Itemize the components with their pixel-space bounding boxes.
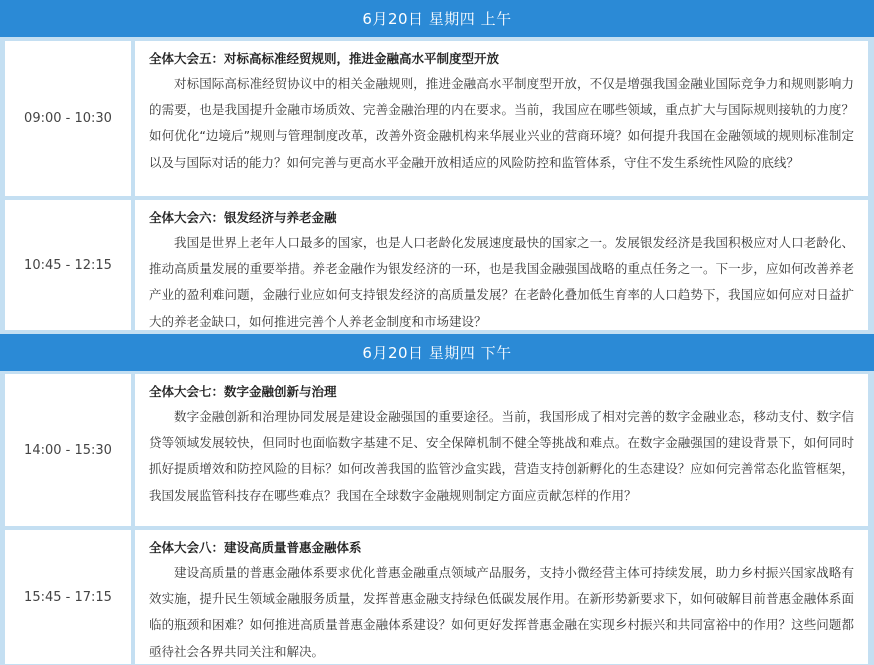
- session-description: 我国是世界上老年人口最多的国家，也是人口老龄化发展速度最快的国家之一。发展银发经济是我国积极应对人口老龄化、推动高质量发展的重要举措。养老金融作为银发经济的一环，也是我国金融强国战略的重点任务之一。下一步，应如何改善养老产业的盈利难问题，金融行业应如何支持银发经济的高质量发展？在老龄化叠加低生育率的人口趋势下，我国应如何应对日益扩大的养老金缺口，如何推进完善个人养老金制度和市场建设？: [149, 235, 854, 329]
- morning-header: [0, 0, 874, 37]
- session-time: [5, 374, 131, 526]
- session-title: 全体大会五：对标高标准经贸规则，推进金融高水平制度型开放: [149, 51, 500, 66]
- session-content: [135, 41, 868, 196]
- session-description: 建设高质量的普惠金融体系要求优化普惠金融重点领域产品服务，支持小微经营主体可持续发展，助力乡村振兴国家战略有效实施，提升民生领域金融服务质量，发挥普惠金融支持绿色低碳发展作用。在新形势新要求下，如何破解目前普惠金融体系面临的瓶颈和困难？如何推进高质量普惠金融体系建设？如何更好发挥普惠金融在实现乡村振兴和共同富裕中的作用？这些问题都亟待社会各界共同关注和解决。: [149, 565, 854, 659]
- session-time-label: 14:00 - 15:30: [24, 442, 112, 458]
- session-content: [135, 200, 868, 330]
- session-title: 全体大会七：数字金融创新与治理: [149, 384, 337, 399]
- session-time-label: 10:45 - 12:15: [24, 257, 112, 273]
- afternoon-header: [0, 334, 874, 371]
- afternoon-header-label: 6月20日 星期四 下午: [362, 344, 512, 362]
- morning-header-label: 6月20日 星期四 上午: [362, 10, 512, 28]
- session-time-label: 15:45 - 17:15: [24, 589, 112, 605]
- session-content: [135, 530, 868, 664]
- session-time: [5, 41, 131, 196]
- session-time: [5, 530, 131, 664]
- session-title: 全体大会八：建设高质量普惠金融体系: [149, 540, 362, 555]
- session-description: 数字金融创新和治理协同发展是建设金融强国的重要途径。当前，我国形成了相对完善的数字金融业态，移动支付、数字信贷等领域发展较快，但同时也面临数字基建不足、安全保障机制不健全等挑战和难点。在数字金融强国的建设背景下，如何同时抓好提质增效和防控风险的目标？如何改善我国的监管沙盒实践，营造支持创新孵化的生态建设？应如何完善常态化监管框架，我国发展监管科技存在哪些难点？我国在全球数字金融规则制定方面应贡献怎样的作用？: [149, 409, 854, 503]
- session-description: 对标国际高标准经贸协议中的相关金融规则，推进金融高水平制度型开放，不仅是增强我国金融业国际竞争力和规则影响力的需要，也是我国提升金融市场质效、完善金融治理的内在要求。当前，我国应在哪些领域，重点扩大与国际规则接轨的力度？如何优化“边境后”规则与管理制度改革，改善外资金融机构来华展业兴业的营商环境？如何提升我国在金融领域的规则标准制定以及与国际对话的能力？如何完善与更高水平金融开放相适应的风险防控和监管体系，守住不发生系统性风险的底线？: [149, 76, 854, 170]
- session-time-label: 09:00 - 10:30: [24, 111, 112, 126]
- session-content: [135, 374, 868, 526]
- session-time: [5, 200, 131, 330]
- session-title: 全体大会六：银发经济与养老金融: [149, 210, 337, 225]
